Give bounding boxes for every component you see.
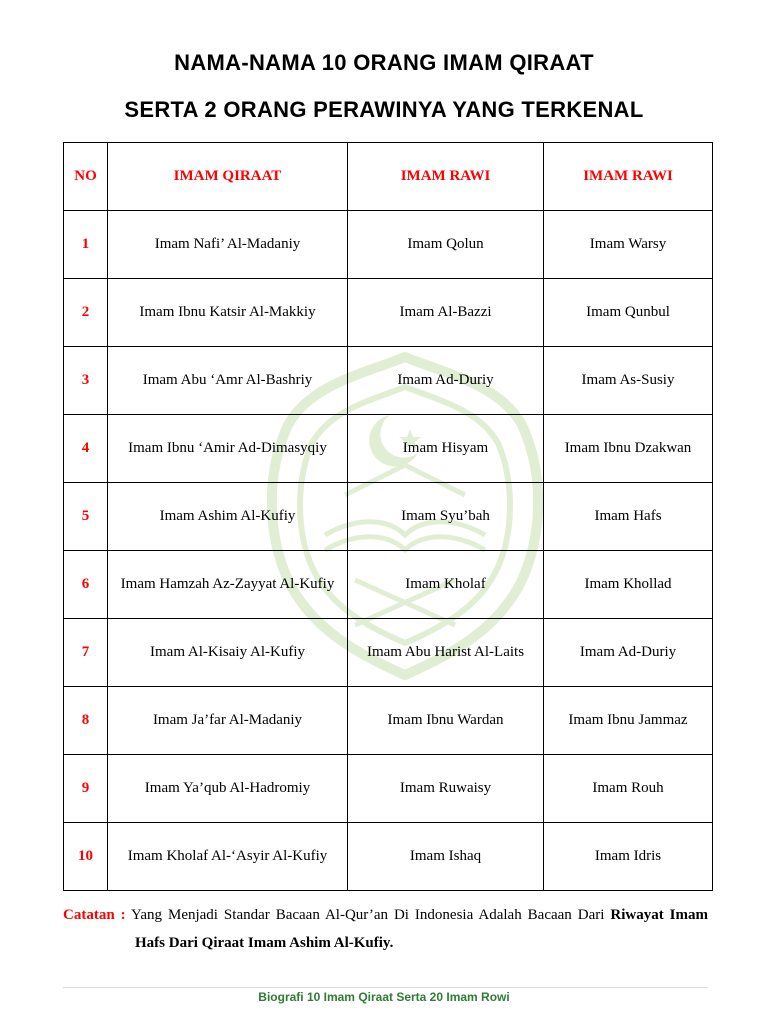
table-row xyxy=(64,755,713,823)
note-label: Catatan : xyxy=(63,907,126,923)
cell-imam-qiraat: Imam Ashim Al-Kufiy xyxy=(108,483,348,551)
cell-imam-qiraat: Imam Ya’qub Al-Hadromiy xyxy=(108,755,348,823)
page-title: NAMA-NAMA 10 ORANG IMAM QIRAAT xyxy=(174,50,594,75)
table-row xyxy=(64,619,713,687)
cell-imam-rawi-1: Imam Syu’bah xyxy=(348,483,544,551)
cell-imam-rawi-1: Imam Ishaq xyxy=(348,823,544,891)
cell-imam-rawi-1: Imam Qolun xyxy=(348,211,544,279)
footer-divider xyxy=(63,987,708,988)
table-row xyxy=(64,551,713,619)
note-text: Yang Menjadi Standar Bacaan Al-Qur’an Di Indonesia Adalah Bacaan Dari xyxy=(131,907,605,923)
cell-imam-rawi-2: Imam Khollad xyxy=(544,551,713,619)
header-imam-rawi-2: IMAM RAWI xyxy=(544,143,713,211)
cell-no: 3 xyxy=(64,347,108,415)
cell-no: 10 xyxy=(64,823,108,891)
cell-imam-rawi-2: Imam As-Susiy xyxy=(544,347,713,415)
cell-imam-qiraat: Imam Ibnu Katsir Al-Makkiy xyxy=(108,279,348,347)
cell-imam-rawi-2: Imam Idris xyxy=(544,823,713,891)
cell-imam-qiraat: Imam Hamzah Az-Zayyat Al-Kufiy xyxy=(108,551,348,619)
imam-qiraat-table xyxy=(63,142,713,891)
table-header-row xyxy=(64,143,713,211)
cell-imam-rawi-2: Imam Ibnu Dzakwan xyxy=(544,415,713,483)
cell-no: 4 xyxy=(64,415,108,483)
table-row xyxy=(64,347,713,415)
cell-no: 9 xyxy=(64,755,108,823)
cell-imam-rawi-2: Imam Ibnu Jammaz xyxy=(544,687,713,755)
header-imam-rawi-1: IMAM RAWI xyxy=(348,143,544,211)
table-row xyxy=(64,687,713,755)
footer-text: Biografi 10 Imam Qiraat Serta 20 Imam Rowi xyxy=(258,990,510,1004)
cell-no: 7 xyxy=(64,619,108,687)
cell-no: 1 xyxy=(64,211,108,279)
header-no: NO xyxy=(64,143,108,211)
header-imam-qiraat: IMAM QIRAAT xyxy=(108,143,348,211)
cell-imam-qiraat: Imam Kholaf Al-‘Asyir Al-Kufiy xyxy=(108,823,348,891)
cell-imam-qiraat: Imam Al-Kisaiy Al-Kufiy xyxy=(108,619,348,687)
cell-imam-rawi-2: Imam Warsy xyxy=(544,211,713,279)
cell-imam-rawi-1: Imam Kholaf xyxy=(348,551,544,619)
cell-imam-rawi-1: Imam Ruwaisy xyxy=(348,755,544,823)
cell-imam-rawi-2: Imam Rouh xyxy=(544,755,713,823)
cell-imam-rawi-1: Imam Ad-Duriy xyxy=(348,347,544,415)
cell-no: 8 xyxy=(64,687,108,755)
cell-imam-qiraat: Imam Abu ‘Amr Al-Bashriy xyxy=(108,347,348,415)
table-row xyxy=(64,415,713,483)
cell-imam-rawi-2: Imam Qunbul xyxy=(544,279,713,347)
page-subtitle: SERTA 2 ORANG PERAWINYA YANG TERKENAL xyxy=(124,97,644,122)
cell-imam-qiraat: Imam Ja’far Al-Madaniy xyxy=(108,687,348,755)
cell-imam-rawi-1: Imam Al-Bazzi xyxy=(348,279,544,347)
cell-imam-rawi-1: Imam Ibnu Wardan xyxy=(348,687,544,755)
cell-no: 2 xyxy=(64,279,108,347)
cell-imam-rawi-2: Imam Hafs xyxy=(544,483,713,551)
table-row xyxy=(64,483,713,551)
cell-imam-qiraat: Imam Ibnu ‘Amir Ad-Dimasyqiy xyxy=(108,415,348,483)
note-bold-2: Hafs Dari Qiraat Imam Ashim Al-Kufiy. xyxy=(135,935,394,951)
note-bold-1: Riwayat Imam xyxy=(610,907,708,923)
table-row xyxy=(64,823,713,891)
table-row xyxy=(64,211,713,279)
cell-imam-rawi-1: Imam Abu Harist Al-Laits xyxy=(348,619,544,687)
cell-no: 5 xyxy=(64,483,108,551)
note xyxy=(63,901,708,957)
cell-imam-qiraat: Imam Nafi’ Al-Madaniy xyxy=(108,211,348,279)
cell-imam-rawi-2: Imam Ad-Duriy xyxy=(544,619,713,687)
cell-no: 6 xyxy=(64,551,108,619)
table-row xyxy=(64,279,713,347)
cell-imam-rawi-1: Imam Hisyam xyxy=(348,415,544,483)
